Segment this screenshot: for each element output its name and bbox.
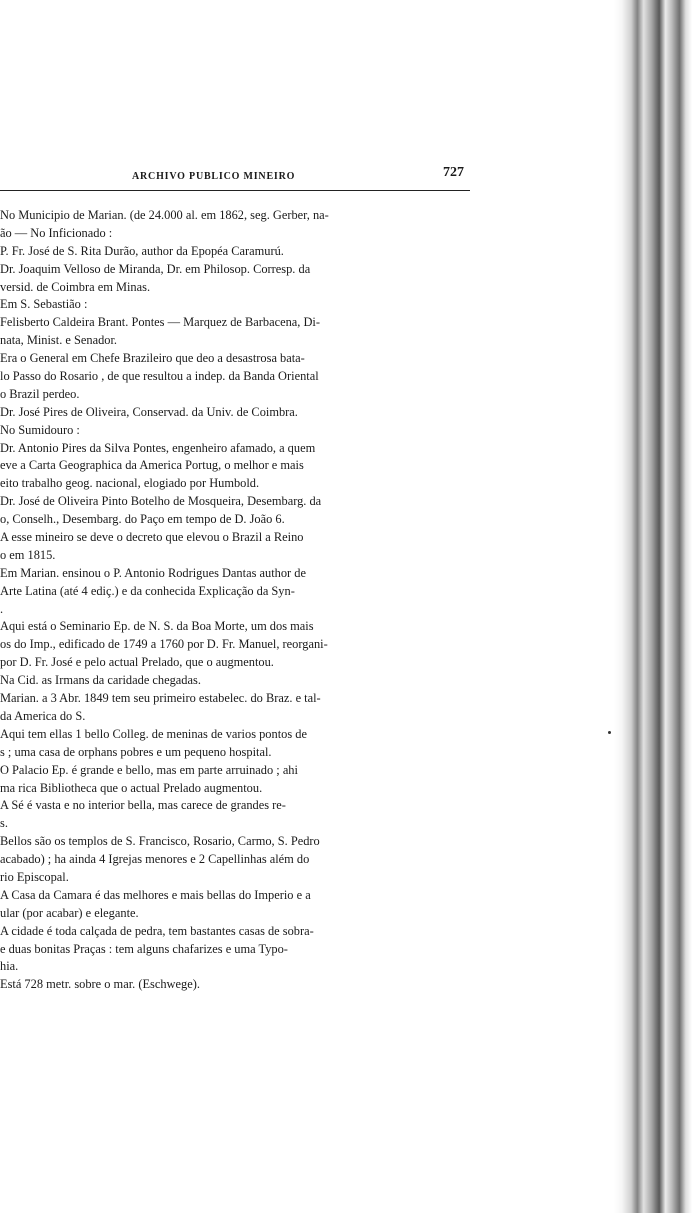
- text-line: versid. de Coimbra em Minas.: [0, 279, 151, 294]
- text-line: por D. Fr. José e pelo actual Prelado, que o augmentou.: [0, 655, 274, 670]
- scan-speck: [608, 731, 611, 734]
- text-line: s ; uma casa de orphans pobres e um pequeno hospital.: [0, 744, 272, 759]
- text-line: Em Marian. ensinou o P. Antonio Rodrigues Dantas author de: [0, 565, 306, 580]
- text-line: Bellos são os templos de S. Francisco, Rosario, Carmo, S. Pedro: [0, 834, 320, 849]
- text-line: A esse mineiro se deve o decreto que elevou o Brazil a Reino: [0, 530, 304, 545]
- text-line: acabado) ; ha ainda 4 Igrejas menores e 2 Capellinhas além do: [0, 852, 310, 867]
- text-line: nata, Minist. e Senador.: [0, 333, 118, 348]
- text-line: Dr. Antonio Pires da Silva Pontes, engenheiro afamado, a quem: [0, 440, 316, 455]
- text-line: Marian. a 3 Abr. 1849 tem seu primeiro estabelec. do Braz. e tal-: [0, 691, 321, 706]
- text-line: P. Fr. José de S. Rita Durão, author da Epopéa Caramurú.: [0, 243, 284, 258]
- text-line: No Municipio de Marian. (de 24.000 al. em 1862, seg. Gerber, na-: [0, 208, 329, 222]
- text-line: Felisberto Caldeira Brant. Pontes — Marquez de Barbacena, Di-: [0, 315, 320, 330]
- text-line: da America do S.: [0, 708, 86, 723]
- text-line: hia.: [0, 959, 19, 974]
- text-line: Aqui tem ellas 1 bello Colleg. de meninas de varios pontos de: [0, 726, 307, 741]
- text-line: s.: [0, 816, 8, 831]
- text-line: A Casa da Camara é das melhores e mais bellas do Imperio e a: [0, 887, 311, 902]
- text-line: Era o General em Chefe Brazileiro que deo a desastrosa bata-: [0, 351, 305, 366]
- text-line: No Sumidouro :: [0, 422, 80, 437]
- page-body-text: [0, 207, 470, 994]
- text-line: o Brazil perdeo.: [0, 386, 80, 401]
- text-line: ma rica Bibliotheca que o actual Prelado augmentou.: [0, 780, 263, 795]
- text-line: Aqui está o Seminario Ep. de N. S. da Boa Morte, um dos mais: [0, 619, 314, 634]
- book-binding-edge: [614, 0, 692, 1213]
- text-line: o, Conselh., Desembarg. do Paço em tempo de D. João 6.: [0, 512, 285, 527]
- text-line: Dr. Joaquim Velloso de Miranda, Dr. em Philosop. Corresp. da: [0, 261, 311, 276]
- header-title: ARCHIVO PUBLICO MINEIRO: [132, 171, 296, 182]
- text-line: ular (por acabar) e elegante.: [0, 905, 139, 920]
- text-line: Na Cid. as Irmans da caridade chegadas.: [0, 673, 201, 688]
- text-line: Dr. José Pires de Oliveira, Conservad. da Univ. de Coimbra.: [0, 404, 298, 419]
- text-line: lo Passo do Rosario , de que resultou a indep. da Banda Oriental: [0, 369, 319, 384]
- text-line: Em S. Sebastião :: [0, 297, 88, 312]
- text-line: Dr. José de Oliveira Pinto Botelho de Mosqueira, Desembarg. da: [0, 494, 322, 509]
- text-line: eve a Carta Geographica da America Portug, o melhor e mais: [0, 458, 304, 473]
- running-header: [0, 164, 470, 191]
- text-line: o em 1815.: [0, 547, 56, 562]
- text-line: O Palacio Ep. é grande e bello, mas em parte arruinado ; ahi: [0, 762, 298, 777]
- text-line: Arte Latina (até 4 ediç.) e da conhecida Explicação da Syn-: [0, 583, 295, 598]
- text-line: eito trabalho geog. nacional, elogiado por Humbold.: [0, 476, 260, 491]
- text-line: os do Imp., edificado de 1749 a 1760 por D. Fr. Manuel, reorgani-: [0, 637, 328, 652]
- page-number: 727: [443, 165, 464, 180]
- text-line: A cidade é toda calçada de pedra, tem bastantes casas de sobra-: [0, 923, 314, 938]
- text-line: .: [0, 601, 4, 616]
- text-line: Está 728 metr. sobre o mar. (Eschwege).: [0, 977, 200, 992]
- text-line: e duas bonitas Praças : tem alguns chafarizes e uma Typo-: [0, 941, 288, 956]
- text-line: rio Episcopal.: [0, 869, 69, 884]
- text-line: A Sé é vasta e no interior bella, mas carece de grandes re-: [0, 798, 286, 813]
- text-line: ão — No Inficionado :: [0, 225, 113, 240]
